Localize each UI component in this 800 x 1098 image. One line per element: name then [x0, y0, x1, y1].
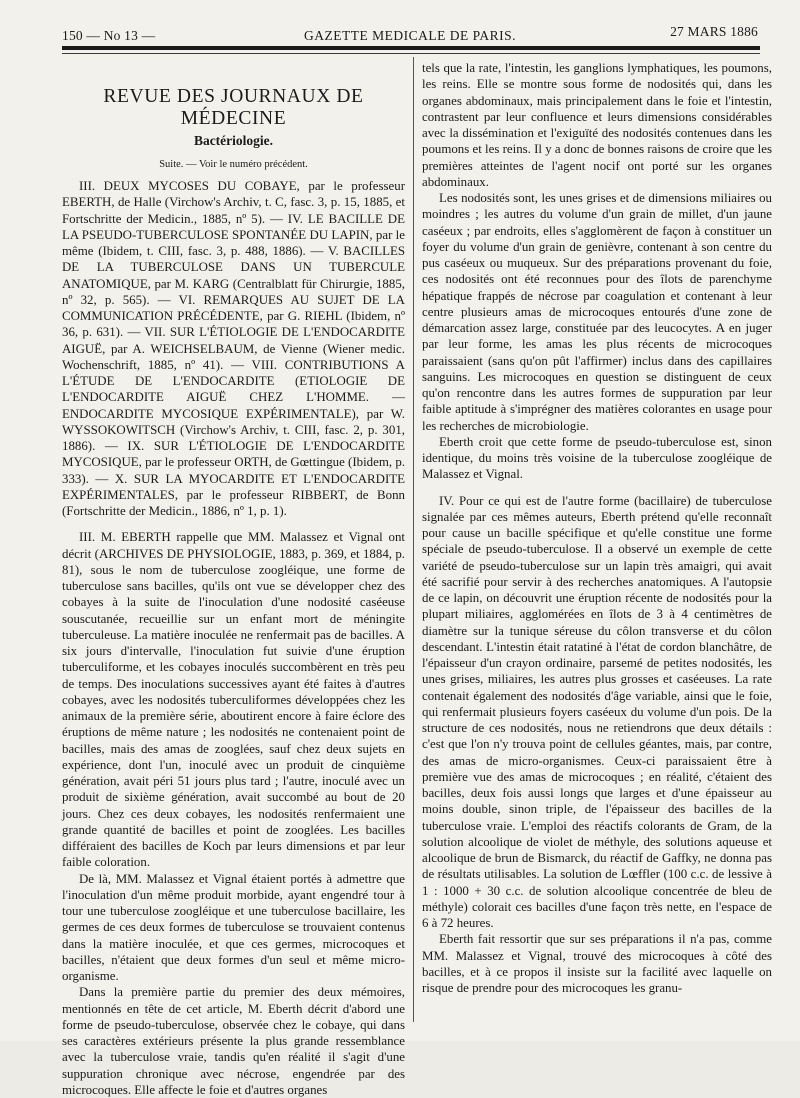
left-column: [62, 60, 405, 1098]
header-rule-thick: [62, 46, 760, 50]
article-paragraph: Les nodosités sont, les unes grises et de dimensions miliaires ou moindres ; les autres du volume d'un grain de millet, d'un jaune caséeux ; par endroits, elles s'agglomèrent de façon à constituer un foyer du volume d'un grain de genièvre, contenant à son centre du pus caséeux ou muqueux. Sur des préparations provenant du foie, ces nodosités ont été reconnues pour des îlots de parenchyme hépatique frappés de nécrose par coagulation et contenant à leur centre plusieurs amas de microcoques entourés d'une zone de démarcation assez large, constituée par des leucocytes. A en juger par leur forme, les amas les plus récents de microcoques paraissaient (sans qu'on pût l'affirmer) inclus dans des capillaires sanguins. Les microcoques en question se distinguent de ceux qu'on rencontre dans les autres formes de suppuration par leur faible aptitude à s'imprégner des matières colorantes en usage pour les recherches de microbiologie.: [422, 191, 772, 433]
paragraph-gap: [422, 483, 772, 493]
paragraph-gap: [62, 519, 405, 529]
article-paragraph: Dans la première partie du premier des deux mémoires, mentionnés en tête de cet article, M. Eberth décrit d'abord une forme de pseudo-tuberculose, observée chez le cobaye, qui dans ses caractères extérieurs présente la plus grande ressemblance avec la tuberculose vraie, tandis qu'en réalité il s'agit d'une suppuration chronique avec nécrose, engendrée par des microcoques. Elle affecte le foie et d'autres organes: [62, 985, 405, 1097]
section-subtitle: Bactériologie.: [193, 133, 274, 148]
journal-title: GAZETTE MEDICALE DE PARIS.: [304, 28, 516, 43]
continuation-note: Suite. — Voir le numéro précédent.: [159, 159, 308, 170]
page-number: 150 — No 13 —: [62, 28, 156, 43]
header-rule-thin: [62, 53, 760, 54]
section-title: REVUE DES JOURNAUX DE MÉDECINE: [103, 86, 364, 129]
article-paragraph: Eberth fait ressortir que sur ses préparations il n'a pas, comme MM. Malassez et Vignal, trouvé des microcoques à côté des bacilles, et à ce propos il insiste sur la facilité avec laquelle on risque de prendre pour des microcoques les granu-: [422, 932, 772, 995]
article-paragraph: tels que la rate, l'intestin, les ganglions lymphatiques, les poumons, les reins. Elle se montre sous forme de nodosités qui, dans les organes abdominaux, mais principalement dans le foie et l'intestin, contrastent par leur confluence et leurs dimensions considérables avec la dissémination et l'exiguïté des nodosités contenues dans les poumons et les reins. Il y a donc de bonnes raisons de croire que les premières atteintes de l'agent nocif ont porté sur les organes abdominaux.: [422, 61, 772, 189]
article-paragraph: De là, MM. Malassez et Vignal étaient portés à admettre que l'inoculation d'un même produit morbide, ayant engendré tour à tour une tuberculose zoogléique et une tuberculose bacillaire, les germes de ces deux formes de tuberculose se trouvaient contenus dans la matière inoculée, et que ces germes, microcoques et bacilles, n'étaient que deux formes d'un seul et même micro-organisme.: [62, 871, 405, 983]
running-header: [62, 22, 758, 44]
issue-date: 27 MARS 1886: [670, 24, 758, 39]
column-separator: [413, 57, 414, 1022]
right-column: [422, 60, 772, 996]
article-paragraph: IV. Pour ce qui est de l'autre forme (bacillaire) de tuberculose signalée par ces mêmes auteurs, Eberth prétend qu'elle reconnaît pour cause un bacille spécifique et qu'elle constitue une forme spéciale de pseudo-tuberculose. Il a observé un exemple de cette variété de pseudo-tuberculose sur un lapin très amaigri, qui avait été sacrifié pour servir à des recherches anatomiques. A l'autopsie de ce lapin, on découvrit une éruption récente de nodosités pour la plupart miliaires, agglomérées en îlots de 3 à 4 centimètres de diamètre sur la tunique séreuse du côlon transverse et du côlon descendant. L'intestin était ratatiné à l'état de cordon blanchâtre, de l'épaisseur d'un crayon ordinaire, parsemé de petites nodosités, les unes grises, miliaires, les autres plus grosses et caséeuses. La rate contenait également des nodosités d'âge variable, ainsi que le foie, qui renfermait plusieurs foyers caséeux du volume d'un pois. De la structure de ces nodosités, nous ne retiendrons que deux détails : c'est que l'on n'y trouva point de cellules géantes, mais, par contre, des amas de micro-organismes. Ceux-ci paraissaient être à première vue des amas de microcoques ; en réalité, c'étaient des bacilles, deux fois aussi longs que larges et d'une épaisseur au moins double, sinon triple, de l'épaisseur des bacilles de la tuberculose vraie. L'emploi des réactifs colorants de Gram, de la solution alcoolique de violet de méthyle, des solutions aqueuse et alcoolique de brun de Bismarck, du réactif de Gaffky, ne donna pas de résultats utilisables. La solution de Lœffler (100 c.c. de lessive à 1 : 1000 + 30 c.c. de solution alcoolique concentrée de bleu de méthyle) colorait ces bacilles d'une façon très nette, en l'espace de 6 à 72 heures.: [422, 493, 772, 930]
article-paragraph: Eberth croit que cette forme de pseudo-tuberculose est, sinon identique, du moins très voisine de la tuberculose zoogléique de Malassez et Vignal.: [422, 434, 772, 482]
article-paragraph: III. M. EBERTH rappelle que MM. Malassez et Vignal ont décrit (ARCHIVES DE PHYSIOLOGIE, 1883, p. 369, et 1884, p. 81), sous le nom de tuberculose zoogléique, une forme de tuberculose sans bacilles, qu'ils ont vue se développer chez des cobayes à la suite de l'inoculation d'une nodosité caséeuse souscutanée, recueillie sur un enfant mort de méningite tuberculeuse. La matière inoculée ne renfermait pas de bacilles. A six jours d'intervalle, l'inoculation fut suivie d'une éruption tuberculiforme, et les cobayes inoculés succombèrent en très peu de temps. Des inoculations successives ayant été faites à d'autres cobayes, avec les nodosités tuberculiformes développées chez les animaux de la première série, aboutirent encore à faire éclore des éruptions de même nature ; les nodosités ne contenaient point de bacilles, mais des amas de zooglées, sauf chez deux sujets en expérience, dont l'un, inoculé avec un produit de cinquième génération, avait péri 51 jours plus tard ; l'autre, inoculé avec un produit de sixième génération, avait succombé au bout de 20 jours. Chez ces deux cobayes, les nodosités renfermaient une grande quantité de bacilles et point de zooglées. Les bacilles différaient des bacilles de Koch par leurs dimensions et par leur faible coloration.: [62, 530, 405, 870]
article-citations: III. DEUX MYCOSES DU COBAYE, par le professeur EBERTH, de Halle (Virchow's Archiv, t. C, fasc. 3, p. 15, 1885, et Fortschritte der Medicin., 1885, nº 5). — IV. LE BACILLE DE LA PSEUDO-TUBERCULOSE SPONTANÉE DU LAPIN, par le même (Ibidem, t. CIII, fasc. 3, p. 488, 1886). — V. BACILLES DE LA TUBERCULOSE DANS UN TUBERCULE ANATOMIQUE, par M. KARG (Centralblatt für Chirurgie, 1885, nº 32, p. 565). — VI. REMARQUES AU SUJET DE LA COMMUNICATION PRÉCÉDENTE, par G. RIEHL (Ibidem, nº 36, p. 631). — VII. SUR L'ÉTIOLOGIE DE L'ENDOCARDITE AIGUË, par A. WEICHSELBAUM, de Vienne (Wiener medic. Wochenschrift, 1885, nº 41). — VIII. CONTRIBUTIONS A L'ÉTUDE DE L'ENDOCARDITE (ETIOLOGIE DE L'ENDOCARDITE AIGUË CHEZ L'HOMME. — ENDOCARDITE MYCOSIQUE EXPÉRIMENTALE), par W. WYSSOKOWITSCH (Virchow's Archiv, t. CIII, fasc. 2, p. 301, 1886). — IX. SUR L'ÉTIOLOGIE DE L'ENDOCARDITE MYCOSIQUE, par le professeur ORTH, de Gœttingue (Ibidem, p. 333). — X. SUR LA MYOCARDITE ET L'ENDOCARDITE EXPÉRIMENTALES, par le professeur RIBBERT, de Bonn (Fortschritte der Medicin., 1886, nº 1, p. 1).: [62, 179, 405, 518]
